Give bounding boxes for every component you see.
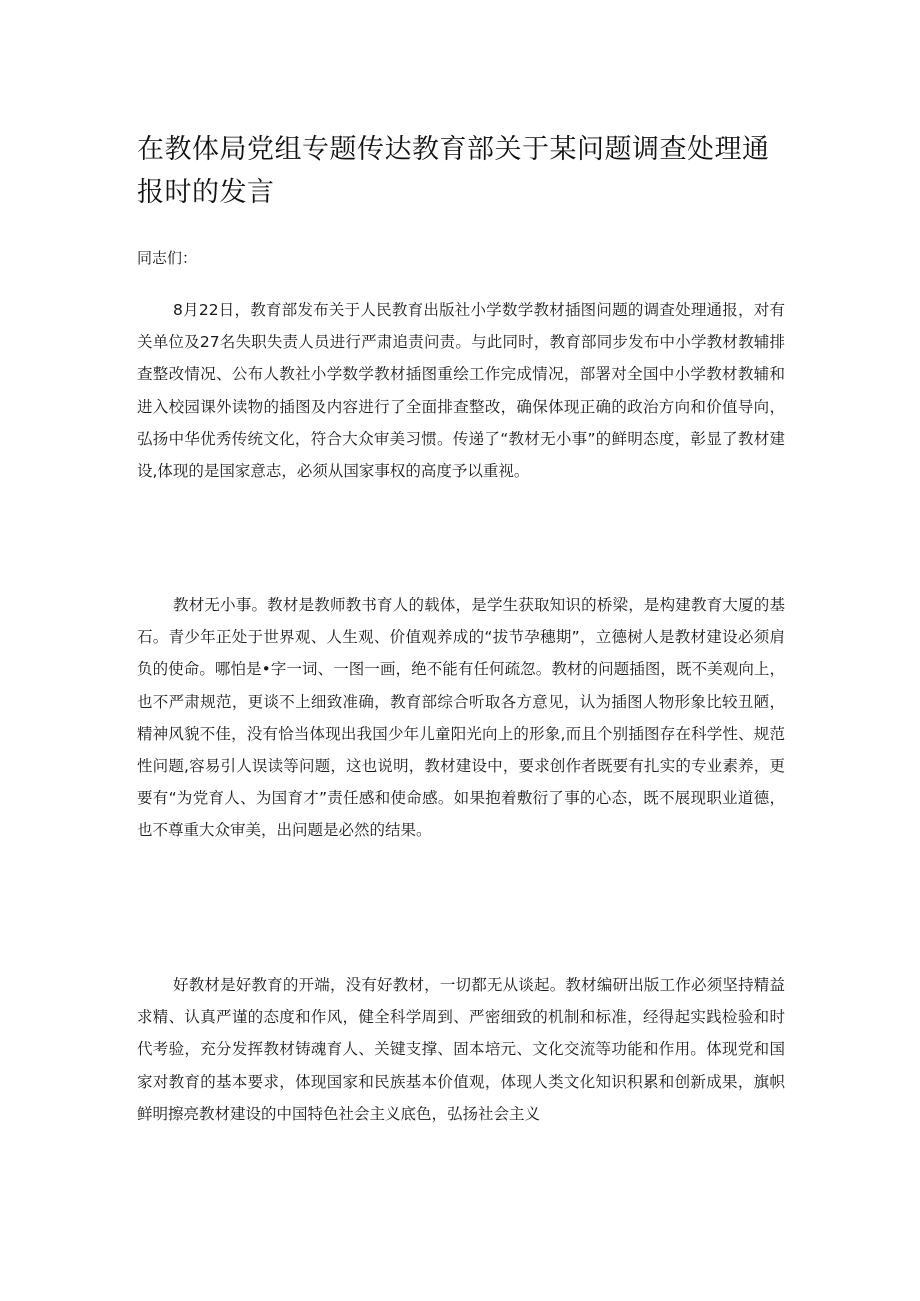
body-paragraph-1: 8月22日，教育部发布关于人民教育出版社小学数学教材插图问题的调查处理通报，对有关单位及27名失职失责人员进行严肃追责问责。与此同时，教育部同步发布中小学教材教辅排查整改情况、公布人教社小学数学教材插图重绘工作完成情况，部署对全国中小学教材教辅和进入校园课外读物的插图及内容进行了全面排查整改，确保体现正确的政治方向和价值导向，弘扬中华优秀传统文化，符合大众审美习惯。传递了“教材无小事”的鲜明态度，彰显了教材建设,体现的是国家意志，必须从国家事权的高度予以重视。	[137, 301, 785, 481]
document-title: 在教体局党组专题传达教育部关于某问题调查处理通报时的发言	[137, 134, 770, 208]
salutation: 同志们：	[137, 249, 198, 267]
body-paragraph-3: 好教材是好教育的开端，没有好教材，一切都无从谈起。教材编研出版工作必须坚持精益求精、认真严谨的态度和作风，健全科学周到、严密细致的机制和标准，经得起实践检验和时代考验，充分发挥教材铸魂育人、关键支撑、固本培元、文化交流等功能和作用。体现党和国家对教育的基本要求，体现国家和民族基本价值观，体现人类文化知识积累和创新成果，旗帜鲜明擦亮教材建设的中国特色社会主义底色，弘扬社会主义	[137, 976, 785, 1123]
body-paragraph-2: 教材无小事。教材是教师教书育人的载体，是学生获取知识的桥梁，是构建教育大厦的基石。青少年正处于世界观、人生观、价值观养成的“拔节孕穗期”，立德树人是教材建设必须肩负的使命。哪怕是•字一词、一图一画，绝不能有任何疏忽。教材的问题插图，既不美观向上，也不严肃规范，更谈不上细致准确，教育部综合听取各方意见，认为插图人物形象比较丑陋，精神风貌不佳，没有恰当体现出我国少年儿童阳光向上的形象,而且个别插图存在科学性、规范性问题,容易引人误读等问题，这也说明，教材建设中，要求创作者既要有扎实的专业素养，更要有“为党育人、为国育才”责任感和使命感。如果抱着敷衍了事的心态，既不展现职业道德，也不尊重大众审美，出问题是必然的结果。	[137, 596, 785, 840]
